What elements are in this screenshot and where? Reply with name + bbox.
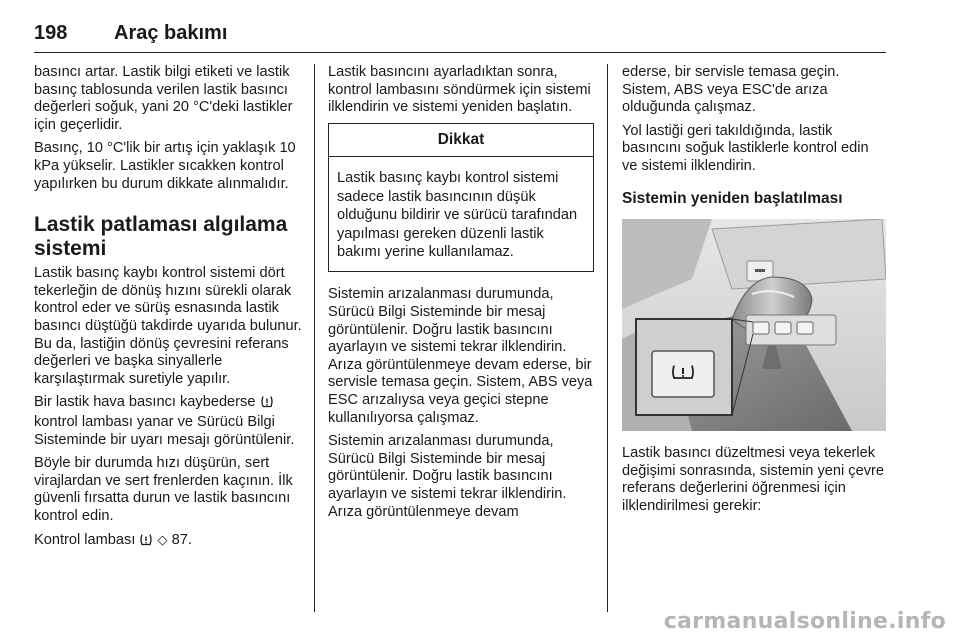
- page-reference[interactable]: 87.: [171, 532, 192, 549]
- paragraph: basıncı artar. Lastik bilgi etiketi ve lastik basınç tablosunda verilen lastik basıncı değerleri soğuk, yani 20 °C'deki lastikler için geçerlidir.: [34, 64, 293, 133]
- paragraph: Lastik basıncını ayarladıktan sonra, kontrol lambasını söndürmek için sistemi ilklendirin ve sistemi yeniden başlatın.: [328, 64, 591, 116]
- warning-title: Dikkat: [329, 124, 593, 158]
- paragraph: Lastik basıncı düzeltmesi veya tekerlek değişimi sonrasında, sistemin yeni çevre referans değerlerini öğrenmesi için ilklendirilmesi gerekir:: [622, 445, 884, 514]
- column-3: [622, 64, 888, 522]
- paragraph: Basınç, 10 °C'lik bir artış için yaklaşık 10 kPa yükselir. Lastikler sıcakken kontrol yapılırken bu durum dikkate alınmalıdır.: [34, 140, 296, 192]
- section-heading: Lastik patlaması algılama sistemi: [34, 213, 288, 261]
- text-span: Kontrol lambası: [34, 532, 136, 549]
- chapter-title: Araç bakımı: [114, 22, 228, 44]
- page-header: [34, 22, 886, 53]
- column-divider-2: [607, 64, 608, 612]
- warning-box: [328, 123, 594, 273]
- watermark: carmanualsonline.info: [663, 609, 946, 634]
- paragraph: Lastik basınç kaybı kontrol sistemi dört tekerleğin de dönüş hızını sürekli olarak kontrol eder ve sürüş esnasında lastik basıncı düştüğü takdirde uyarıda bulunur. Bu da, lastiğin dönüş çevresini referans değerleri ve başka sinyallerle karşılaştırmak suretiyle yapılır.: [34, 265, 302, 387]
- paragraph: [34, 394, 306, 449]
- tpms-warning-icon: [260, 395, 274, 414]
- paragraph: Böyle bir durumda hızı düşürün, sert virajlardan ve sert frenlerden kaçının. İlk güvenli fırsatta durun ve lastik basıncını kontrol edin.: [34, 455, 293, 524]
- text-span: kontrol lambası yanar ve Sürücü Bilgi Sisteminde bir uyarı mesajı görüntülenir.: [34, 413, 295, 448]
- paragraph: Sistemin arızalanması durumunda, Sürücü Bilgi Sisteminde bir mesaj görüntülenir. Doğru lastik basıncını ayarlayın ve sistemi tekrar ilklendirin. Arıza görüntülenmeye devam: [328, 433, 567, 520]
- tpms-warning-icon: [139, 533, 153, 552]
- warning-text: Lastik basınç kaybı kontrol sistemi sadece lastik basıncının düşük olduğunu bildirir ve sürücü tarafından yapılması gereken düzenli lastik bakımı yerine kullanılamaz.: [337, 170, 578, 260]
- page-reference-arrow-icon: ◇: [157, 532, 168, 548]
- column-2: [328, 64, 594, 527]
- page-number: 198: [34, 22, 68, 44]
- column-divider-1: [314, 64, 315, 612]
- subsection-heading: Sistemin yeniden başlatılması: [622, 189, 843, 207]
- paragraph: Sistemin arızalanması durumunda, Sürücü Bilgi Sisteminde bir mesaj görüntülenir. Doğru lastik basıncını ayarlayın ve sistemi tekrar ilklendirin. Arıza görüntülenmeye devam ederse, bir servisle temasa geçin. Sistem, ABS veya ESC arızalıysa veya geçici stepne kullanılıyorsa çalışmaz.: [328, 286, 593, 426]
- paragraph: ederse, bir servisle temasa geçin. Sistem, ABS veya ESC'de arıza olduğunda çalışmaz.: [622, 64, 840, 116]
- paragraph: Yol lastiği geri takıldığında, lastik basıncını soğuk lastiklerle kontrol edin ve sistemi ilklendirin.: [622, 122, 869, 174]
- text-span: Bir lastik hava basıncı kaybederse: [34, 394, 256, 411]
- console-illustration: [622, 219, 886, 431]
- gear-lever-console-drawing: [622, 219, 886, 431]
- column-1: [34, 64, 306, 558]
- paragraph: [34, 531, 306, 552]
